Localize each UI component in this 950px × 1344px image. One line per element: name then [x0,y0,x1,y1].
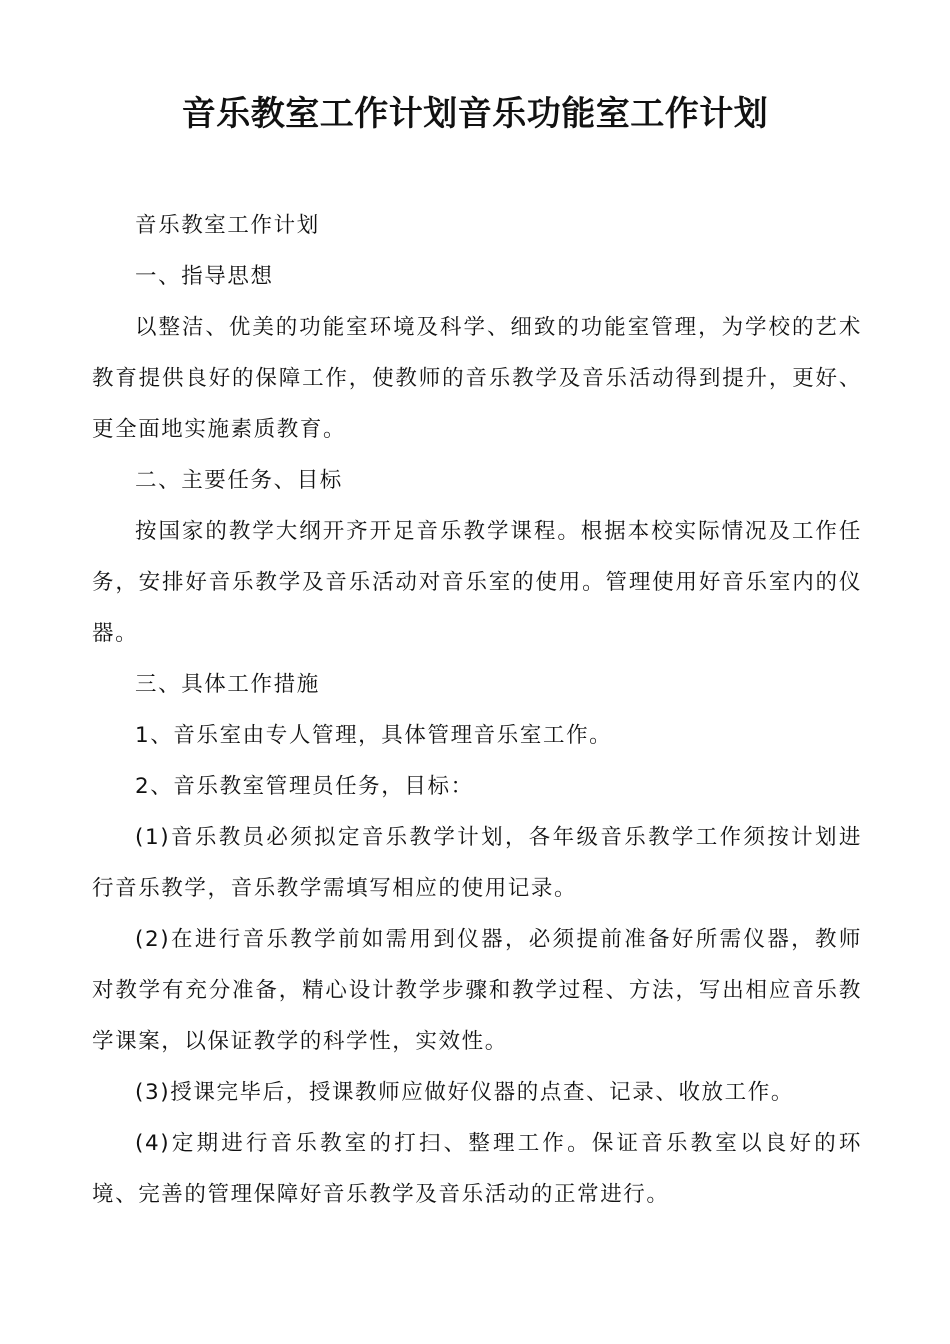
paragraph-guiding-thought: 以整洁、优美的功能室环境及科学、细致的功能室管理，为学校的艺术教育提供良好的保障工作，使教师的音乐教学及音乐活动得到提升，更好、更全面地实施素质教育。 [92,315,862,442]
list-item-2: 2、音乐教室管理员任务，目标： [135,774,474,799]
paragraph-subtitle: 音乐教室工作计划 [135,213,320,238]
sub-item-1: (1)音乐教员必须拟定音乐教学计划，各年级音乐教学工作须按计划进行音乐教学，音乐教学需填写相应的使用记录。 [92,825,862,901]
list-item-1: 1、音乐室由专人管理，具体管理音乐室工作。 [135,723,613,748]
heading-guiding-thought: 一、指导思想 [135,264,274,289]
paragraph-main-tasks: 按国家的教学大纲开齐开足音乐教学课程。根据本校实际情况及工作任务，安排好音乐教学及音乐活动对音乐室的使用。管理使用好音乐室内的仪器。 [92,519,862,646]
sub-item-3: (3)授课完毕后，授课教师应做好仪器的点查、记录、收放工作。 [135,1080,794,1105]
sub-item-2: (2)在进行音乐教学前如需用到仪器，必须提前准备好所需仪器，教师对教学有充分准备，精心设计教学步骤和教学过程、方法，写出相应音乐教学课案，以保证教学的科学性，实效性。 [92,927,862,1054]
document-title: 音乐教室工作计划音乐功能室工作计划 [181,94,769,134]
document-body [92,200,862,1220]
heading-main-tasks: 二、主要任务、目标 [135,468,343,493]
sub-item-4: (4)定期进行音乐教室的打扫、整理工作。保证音乐教室以良好的环境、完善的管理保障好音乐教学及音乐活动的正常进行。 [92,1131,862,1207]
heading-specific-measures: 三、具体工作措施 [135,672,320,697]
